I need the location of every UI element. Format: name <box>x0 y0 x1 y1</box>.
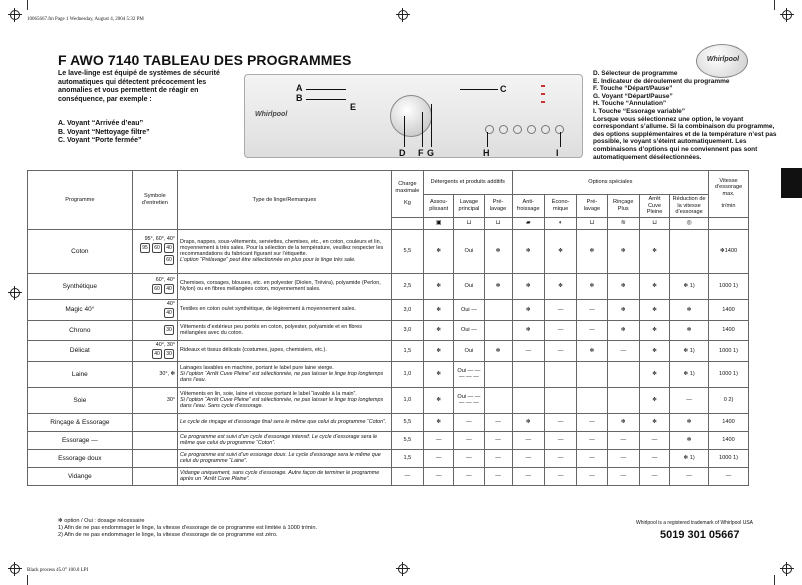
table-row <box>28 413 749 431</box>
cell-econo: — <box>544 340 576 361</box>
callout-d: D <box>399 148 406 158</box>
type-note: Vidange uniquement, sans cycle d’essorage. Autre façon de terminer le programme après un “Arrêt Cuve Pleine”. <box>180 469 380 482</box>
cell-reduc: ✻ 1) <box>670 273 709 299</box>
care-symbol-icon: 60 <box>152 284 162 294</box>
header-symbole: Symbole d’entretien <box>132 171 177 230</box>
cell-reduc: — <box>670 467 709 485</box>
callout-line <box>422 112 423 147</box>
type-note: L’option “Prélavage” peut être sélectionnée en plus pour le linge très sale. <box>180 257 356 264</box>
panel-led <box>541 93 545 95</box>
legend-i: I. Touche “Essorage variable” <box>593 107 685 115</box>
registration-mark-top-right <box>780 8 794 22</box>
cell-rincage: ✻ <box>607 273 639 299</box>
cell-prelavage <box>484 299 512 320</box>
panel-led <box>541 85 545 87</box>
type-note: Ce programme est suivi d’un cycle d’essorage intensif. Le cycle d’essorage sera le même que celui du programme “Coton”. <box>180 433 378 446</box>
spin-speed-icon <box>709 217 749 229</box>
cell-econo <box>544 361 576 387</box>
cell-charge: 3,0 <box>391 320 423 340</box>
cell-assou: ✻ <box>424 340 454 361</box>
cell-rincage: — <box>607 431 639 449</box>
cell-assou: — <box>424 467 454 485</box>
footnote-star: ✻ option / Oui : dosage nécessaire <box>58 518 145 524</box>
temperature-label: 40°, 30° <box>155 341 176 348</box>
print-header: 10065667.fm Page 1 Wednesday, August 4, 2004 5:32 PM <box>27 17 144 22</box>
cell-arret: ✻ <box>639 361 669 387</box>
callout-line <box>560 132 561 147</box>
cell-rincage: ✻ <box>607 413 639 431</box>
callout-line <box>404 116 405 147</box>
panel-button <box>513 125 522 134</box>
cell-anti: — <box>512 340 544 361</box>
temperature-label: 40° <box>166 300 176 307</box>
temperature-label: 30° <box>166 397 176 403</box>
cell-econo: — <box>544 431 576 449</box>
type-text: Vêtements en lin, soie, laine et viscose portant le label “lavable à la main”. <box>180 390 357 397</box>
cell-econo: ✻ <box>544 273 576 299</box>
crop-mark <box>27 575 28 585</box>
panel-brand: Whirlpool <box>255 111 288 118</box>
cell-charge: — <box>391 467 423 485</box>
cell-reduc: ✻ <box>670 431 709 449</box>
cell-rincage <box>607 387 639 413</box>
table-row <box>28 299 749 320</box>
cell-lavage: Oui — <box>454 299 484 320</box>
cell-vitesse: 1400 <box>709 299 749 320</box>
type-text: Textiles en coton ou/et synthétique, de légèrement à moyennement sales. <box>180 306 356 313</box>
cell-assou: — <box>424 449 454 467</box>
cell-arret: ✻ <box>639 320 669 340</box>
cell-econo <box>544 387 576 413</box>
cell-prelavage: — <box>484 431 512 449</box>
cell-charge: 1,5 <box>391 449 423 467</box>
type-remarks <box>178 320 392 340</box>
callout-line <box>306 99 346 100</box>
main-wash-icon: ⊔ <box>454 217 484 229</box>
cell-prel2: — <box>577 320 607 340</box>
legend-b: B. Voyant “Nettoyage filtre” <box>58 128 150 136</box>
page-edge-tab <box>781 168 802 198</box>
cell-charge: 1,5 <box>391 340 423 361</box>
cell-prelavage: ✻ <box>484 273 512 299</box>
cell-prel2: ✻ <box>577 229 607 273</box>
registration-mark-bottom-center <box>396 562 410 576</box>
cell-vitesse: 1400 <box>709 320 749 340</box>
programme-name: Synthétique <box>28 273 133 299</box>
cell-charge: 3,0 <box>391 299 423 320</box>
cell-rincage: ✻ <box>607 229 639 273</box>
control-panel-illustration <box>244 74 583 158</box>
cell-arret: — <box>639 467 669 485</box>
header-charge: Charge maximale Kg <box>391 171 423 218</box>
header-arret: Arrêt Cuve Pleine <box>639 195 669 218</box>
programme-name: Vidange <box>28 467 133 485</box>
care-symbol-cell <box>132 449 177 467</box>
type-text: Draps, nappes, sous-vêtements, serviettes, chemises, etc., en coton, couleurs et lin, moyennement à très sales. Pour la sélection de la température, veuillez respecter les recommandations du fabricant figurant sur l’étiquette. <box>180 238 384 257</box>
programme-name: Chrono <box>28 320 133 340</box>
care-symbol-cell <box>132 387 177 413</box>
callout-b: B <box>296 93 303 103</box>
cell-charge: 2,5 <box>391 273 423 299</box>
cell-prel2: — <box>577 299 607 320</box>
callout-line <box>431 104 432 147</box>
care-symbol-icon: 40 <box>164 243 174 253</box>
cell-lavage: Oui — <box>454 320 484 340</box>
cell-vitesse: 1400 <box>709 413 749 431</box>
cell-lavage: — <box>454 467 484 485</box>
prewash-icon: ⊔ <box>484 217 512 229</box>
cell-anti: ✻ <box>512 299 544 320</box>
programme-name: Soie <box>28 387 133 413</box>
header-detergents: Détergents et produits additifs <box>424 171 513 195</box>
softener-icon: ▣ <box>424 217 454 229</box>
table-row <box>28 387 749 413</box>
care-symbol-cell <box>132 299 177 320</box>
programme-name: Magic 40° <box>28 299 133 320</box>
type-note: Ce programme est suivi d’un essorage doux. Le cycle d’essorage sera le même que celui du programme “Laine”. <box>180 451 381 464</box>
rinse-plus-icon: ≋ <box>607 217 639 229</box>
header-lavage: Lavage principal <box>454 195 484 218</box>
eco-icon: ◐ <box>544 217 576 229</box>
type-remarks <box>178 340 392 361</box>
cell-prelavage <box>484 361 512 387</box>
cell-lavage: Oui <box>454 229 484 273</box>
cell-anti: ✻ <box>512 320 544 340</box>
care-symbol-icon: 30 <box>164 325 174 335</box>
type-remarks <box>178 449 392 467</box>
intro-text: Le lave-linge est équipé de systèmes de sécurité automatiques qui détectent précocement les anomalies et vous permettent de réagir en conséquence, par exemple : <box>58 70 220 103</box>
cell-assou: ✻ <box>424 229 454 273</box>
legend-d: D. Sélecteur de programme <box>593 70 678 77</box>
legend-g: G. Voyant “Départ/Pause” <box>593 92 673 100</box>
care-symbol-icon: 60 <box>164 255 174 265</box>
iron-icon: ▰ <box>512 217 544 229</box>
cell-anti <box>512 361 544 387</box>
cell-arret: ✻ <box>639 340 669 361</box>
cell-vitesse: 1000 1) <box>709 361 749 387</box>
callout-i: I <box>556 148 559 158</box>
cell-rincage: — <box>607 449 639 467</box>
footnote-1: 1) Afin de ne pas endommager le linge, la vitesse d’essorage de ce programme est limitée à 1000 tr/min. <box>58 525 318 531</box>
type-remarks <box>178 413 392 431</box>
cell-arret: ✻ <box>639 229 669 273</box>
callout-line <box>487 132 488 147</box>
cell-prel2: — <box>577 467 607 485</box>
cell-charge: 1,0 <box>391 387 423 413</box>
cell-anti: ✻ <box>512 229 544 273</box>
cell-prel2: — <box>577 431 607 449</box>
cell-prel2: — <box>577 413 607 431</box>
cell-econo: — <box>544 320 576 340</box>
registration-mark-left <box>8 286 22 300</box>
cell-arret: ✻ <box>639 413 669 431</box>
programme-name: Laine <box>28 361 133 387</box>
cell-anti: — <box>512 431 544 449</box>
cell-arret: — <box>639 431 669 449</box>
care-symbol-icon: 30 <box>164 349 174 359</box>
cell-econo: — <box>544 299 576 320</box>
temperature-label: 30°, ✻ <box>159 371 176 377</box>
cell-reduc: ✻ <box>670 413 709 431</box>
type-remarks <box>178 467 392 485</box>
cell-prelavage <box>484 320 512 340</box>
care-symbol-cell <box>132 467 177 485</box>
cell-lavage: — <box>454 431 484 449</box>
header-programme: Programme <box>28 171 133 230</box>
program-selector-knob <box>390 95 432 137</box>
cell-lavage: — <box>454 413 484 431</box>
legend-left <box>58 120 150 146</box>
type-text: Chemises, corsages, blouses, etc. en polyester (Diolen, Trévira), polyamide (Perlon, Nylon) ou en fibres mélangées coton, moyennement sales. <box>180 279 381 292</box>
bottom-print-line: Black process 45.0° 100.0 LPI <box>27 568 89 573</box>
cell-vitesse: 1000 1) <box>709 449 749 467</box>
cell-arret: ✻ <box>639 387 669 413</box>
legend-right <box>593 70 783 161</box>
header-type: Type de linge/Remarques <box>178 171 392 230</box>
registration-mark-bottom-right <box>780 562 794 576</box>
cell-assou: — <box>424 431 454 449</box>
header-reduction: Réduction de la vitesse d’essorage <box>670 195 709 218</box>
panel-led <box>541 101 545 103</box>
cell-arret: ✻ <box>639 273 669 299</box>
crop-mark <box>774 575 775 585</box>
care-symbol-icon: 60 <box>152 243 162 253</box>
header-rincage: Rinçage Plus <box>607 195 639 218</box>
cell-reduc: ✻ 1) <box>670 340 709 361</box>
cell-rincage: — <box>607 467 639 485</box>
programme-name: Délicat <box>28 340 133 361</box>
header-vitesse: Vitesse d’essorage max. tr/min <box>709 171 749 218</box>
legend-a: A. Voyant “Arrivée d’eau” <box>58 120 144 127</box>
cell-charge: 5,5 <box>391 431 423 449</box>
cell-reduc: ✻ <box>670 299 709 320</box>
legend-e: E. Indicateur de déroulement du programme <box>593 77 730 85</box>
table-row <box>28 340 749 361</box>
cell-reduc: — <box>670 387 709 413</box>
panel-button <box>499 125 508 134</box>
registration-mark-top-center <box>396 8 410 22</box>
cell-reduc: ✻ <box>670 320 709 340</box>
callout-a: A <box>296 83 303 93</box>
programme-name: Rinçage & Essorage <box>28 413 133 431</box>
table-row <box>28 431 749 449</box>
cell-arret: ✻ <box>639 299 669 320</box>
cell-assou: ✻ <box>424 320 454 340</box>
whirlpool-logo: Whirlpool <box>696 44 748 78</box>
type-remarks <box>178 273 392 299</box>
legend-h: H. Touche “Annulation” <box>593 100 667 108</box>
cell-prel2 <box>577 387 607 413</box>
cell-rincage: ✻ <box>607 299 639 320</box>
programme-name: Essorage — <box>28 431 133 449</box>
cell-econo: ✻ <box>544 229 576 273</box>
legend-f: F. Touche “Départ/Pause” <box>593 85 673 93</box>
cell-prelavage: — <box>484 449 512 467</box>
header-anti: Anti- froissage <box>512 195 544 218</box>
care-symbol-cell <box>132 413 177 431</box>
callout-line <box>306 89 346 90</box>
cell-vitesse: ✻1400 <box>709 229 749 273</box>
cell-assou: ✻ <box>424 413 454 431</box>
type-remarks <box>178 229 392 273</box>
cell-assou: ✻ <box>424 361 454 387</box>
registration-mark-bottom-left <box>8 562 22 576</box>
table-row <box>28 229 749 273</box>
cell-prel2: ✻ <box>577 340 607 361</box>
cell-prel2 <box>577 361 607 387</box>
type-remarks <box>178 361 392 387</box>
panel-button <box>527 125 536 134</box>
header-prelavage: Pré- lavage <box>484 195 512 218</box>
care-symbol-icon: 40 <box>164 308 174 318</box>
cell-assou: ✻ <box>424 273 454 299</box>
table-row <box>28 361 749 387</box>
callout-f: F <box>418 148 424 158</box>
footnotes <box>58 518 317 539</box>
page-title: F AWO 7140 TABLEAU DES PROGRAMMES <box>58 52 352 68</box>
cell-charge: 5,5 <box>391 229 423 273</box>
cell-lavage: — <box>454 449 484 467</box>
cell-rincage: ✻ <box>607 320 639 340</box>
cell-rincage: — <box>607 340 639 361</box>
cell-rincage <box>607 361 639 387</box>
care-symbol-cell <box>132 273 177 299</box>
header-econo: Écono- mique <box>544 195 576 218</box>
cell-arret: — <box>639 449 669 467</box>
callout-e: E <box>350 102 357 112</box>
table-row <box>28 273 749 299</box>
cell-anti: — <box>512 449 544 467</box>
care-symbol-cell <box>132 229 177 273</box>
header-assou: Assou- plissant <box>424 195 454 218</box>
callout-h: H <box>483 148 490 158</box>
type-note: Si l’option “Arrêt Cuve Pleine” est sélectionnée, ne pas laisser le linge trop longtemps dans l’eau. <box>180 370 384 384</box>
cell-anti: ✻ <box>512 413 544 431</box>
type-remarks <box>178 431 392 449</box>
cell-anti: — <box>512 467 544 485</box>
cell-lavage: Oui — — — — — <box>454 387 484 413</box>
care-symbol-cell <box>132 431 177 449</box>
cell-prelavage: ✻ <box>484 229 512 273</box>
cell-vitesse: 1000 1) <box>709 273 749 299</box>
cell-reduc <box>670 229 709 273</box>
programme-name: Coton <box>28 229 133 273</box>
charge-icon-cell <box>391 217 423 229</box>
cell-assou: ✻ <box>424 299 454 320</box>
type-text: Lainages lavables en machine, portant le label pure laine vierge. <box>180 364 334 371</box>
trademark-text: Whirlpool is a registered trademark of Whirlpool USA <box>636 520 753 526</box>
temperature-label: 95°, 60°, 40° <box>144 236 176 242</box>
cell-vitesse: — <box>709 467 749 485</box>
type-remarks <box>178 299 392 320</box>
care-symbol-cell <box>132 361 177 387</box>
panel-button <box>541 125 550 134</box>
cell-econo: — <box>544 449 576 467</box>
cell-prelavage: — <box>484 413 512 431</box>
cell-anti: ✻ <box>512 273 544 299</box>
programme-name: Essorage doux <box>28 449 133 467</box>
callout-line <box>460 89 498 90</box>
type-text: Vêtements d’extérieur peu portés en coton, polyester, polyamide et en fibres mélangées avec du coton. <box>180 323 362 336</box>
cell-lavage: Oui <box>454 273 484 299</box>
prewash-option-icon: ⊔ <box>577 217 607 229</box>
legend-c: C. Voyant “Porte fermée” <box>58 137 142 144</box>
legend-options-text: Lorsque vous sélectionnez une option, le voyant correspondant s’allume. Si la combinaison du programme, des options supplémentaires et de la température n’est pas possible, le voyant s’éteint automatiquement. Les combinaisons d’options qui ne conviennent pas sont automatiquement désélectionnées. <box>593 115 777 161</box>
cell-vitesse: 1000 1) <box>709 340 749 361</box>
type-text: Rideaux et tissus délicats (costumes, jupes, chemisiers, etc.). <box>180 347 327 354</box>
cell-prelavage <box>484 387 512 413</box>
part-number: 5019 301 05667 <box>660 529 740 541</box>
cell-prelavage: — <box>484 467 512 485</box>
header-options: Options spéciales <box>512 171 708 195</box>
crop-mark <box>27 0 28 10</box>
cell-vitesse: 0 2) <box>709 387 749 413</box>
cell-econo: — <box>544 413 576 431</box>
footnote-2: 2) Afin de ne pas endommager le linge, la vitesse d’essorage de ce programme est zéro. <box>58 532 278 538</box>
type-remarks <box>178 387 392 413</box>
table-row <box>28 320 749 340</box>
cell-charge: 1,0 <box>391 361 423 387</box>
cell-assou: ✻ <box>424 387 454 413</box>
cell-lavage: Oui <box>454 340 484 361</box>
registration-mark-top-left <box>8 8 22 22</box>
cell-lavage: Oui — — — — — <box>454 361 484 387</box>
callout-g: G <box>427 148 435 158</box>
type-note: Le cycle de rinçage et d’essorage final sera le même que celui du programme “Coton”. <box>180 418 387 425</box>
cell-anti <box>512 387 544 413</box>
cell-prelavage: ✻ <box>484 340 512 361</box>
care-symbol-cell <box>132 320 177 340</box>
header-prelavage2: Pré- lavage <box>577 195 607 218</box>
table-row <box>28 467 749 485</box>
care-symbol-icon: 40 <box>152 349 162 359</box>
cell-prel2: — <box>577 449 607 467</box>
cell-prel2: ✻ <box>577 273 607 299</box>
spin-reduction-icon: ◎ <box>670 217 709 229</box>
crop-mark <box>774 0 775 10</box>
type-note: Si l’option “Arrêt Cuve Pleine” est sélectionnée, ne pas laisser le linge trop longtemps dans l’eau. Sans cycle d’essorage. <box>180 396 384 410</box>
temperature-label: 60°, 40° <box>155 277 176 283</box>
program-table <box>27 170 749 486</box>
cell-vitesse: 1400 <box>709 431 749 449</box>
care-symbol-cell <box>132 340 177 361</box>
cell-reduc: ✻ 1) <box>670 361 709 387</box>
table-row <box>28 449 749 467</box>
cell-econo: — <box>544 467 576 485</box>
cell-reduc: ✻ 1) <box>670 449 709 467</box>
cell-charge: 5,5 <box>391 413 423 431</box>
care-symbol-icon: 40 <box>164 284 174 294</box>
rinse-hold-icon: ⊔ <box>639 217 669 229</box>
care-symbol-icon: 95 <box>140 243 150 253</box>
callout-c: C <box>500 84 507 94</box>
